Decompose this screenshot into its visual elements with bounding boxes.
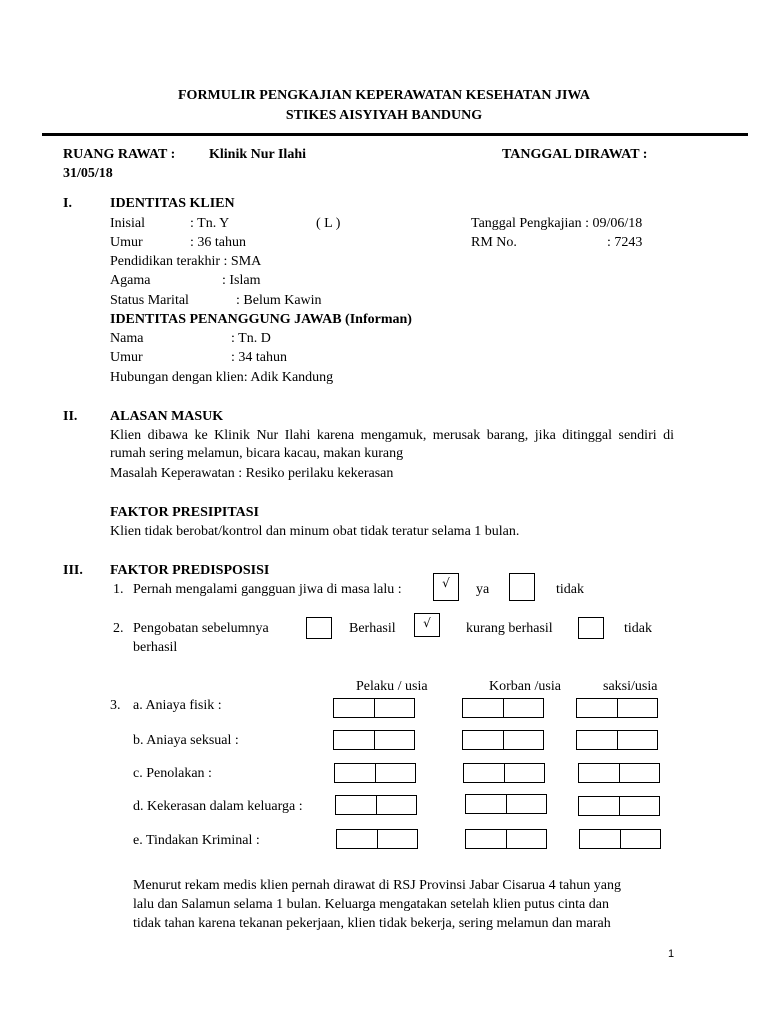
- q3-number: 3.: [110, 698, 121, 713]
- narrative-line-2: lalu dan Salamun selama 1 bulan. Keluarga mengatakan setelah klien putus cinta dan: [133, 897, 609, 912]
- q3b-korban-cell[interactable]: [462, 730, 544, 750]
- inisial-value: : Tn. Y: [190, 216, 230, 231]
- agama-value: : Islam: [222, 273, 261, 288]
- q2-berhasil2-label: berhasil: [133, 640, 178, 655]
- pendidikan: Pendidikan terakhir : SMA: [110, 254, 262, 269]
- q3e-pelaku-cell[interactable]: [336, 829, 418, 849]
- q2-kurang-label: kurang berhasil: [466, 621, 553, 636]
- q2-box-1[interactable]: [306, 617, 332, 639]
- umur-informan-label: Umur: [110, 350, 143, 365]
- header-divider: [42, 133, 748, 136]
- q3e-saksi-cell[interactable]: [579, 829, 661, 849]
- q3c-pelaku-cell[interactable]: [334, 763, 416, 783]
- q1-ya-label: ya: [476, 582, 490, 597]
- umur-informan-value: : 34 tahun: [231, 350, 287, 365]
- q3c-saksi-cell[interactable]: [578, 763, 660, 783]
- rm-label: RM No.: [471, 235, 517, 250]
- nama-label: Nama: [110, 331, 144, 346]
- q3a-korban-cell[interactable]: [462, 698, 544, 718]
- section-1-title: IDENTITAS KLIEN: [110, 196, 235, 211]
- inisial-label: Inisial: [110, 216, 145, 231]
- gender-value: ( L ): [316, 216, 341, 231]
- q3-item-d: d. Kekerasan dalam keluarga :: [133, 799, 303, 814]
- form-title: FORMULIR PENGKAJIAN KEPERAWATAN KESEHATAN JIWA: [178, 88, 590, 103]
- q1-tidak-label: tidak: [556, 582, 584, 597]
- col-saksi: saksi/usia: [603, 679, 658, 694]
- q3d-korban-cell[interactable]: [465, 794, 547, 814]
- q3d-saksi-cell[interactable]: [578, 796, 660, 816]
- hubungan: Hubungan dengan klien: Adik Kandung: [110, 370, 334, 385]
- col-pelaku: Pelaku / usia: [356, 679, 428, 694]
- section-1-number: I.: [63, 196, 72, 211]
- alasan-masuk-body: Klien dibawa ke Klinik Nur Ilahi karena mengamuk, merusak barang, jika ditinggal sendiri di rumah sering melamun, bicara kacau, makan kurang: [110, 428, 674, 461]
- ruang-label: RUANG RAWAT :: [63, 147, 176, 162]
- tanggal-dirawat-value: 31/05/18: [63, 166, 113, 181]
- q3-item-a: a. Aniaya fisik :: [133, 698, 222, 713]
- q2-number: 2.: [113, 621, 124, 636]
- q1-number: 1.: [113, 582, 124, 597]
- section-3-number: III.: [63, 563, 83, 578]
- q3b-saksi-cell[interactable]: [576, 730, 658, 750]
- q3c-korban-cell[interactable]: [463, 763, 545, 783]
- col-korban: Korban /usia: [489, 679, 561, 694]
- penanggung-jawab-title: IDENTITAS PENANGGUNG JAWAB (Informan): [110, 312, 412, 327]
- tanggal-pengkajian: Tanggal Pengkajian : 09/06/18: [471, 216, 643, 231]
- umur-value: : 36 tahun: [190, 235, 246, 250]
- umur-label: Umur: [110, 235, 143, 250]
- agama-label: Agama: [110, 273, 151, 288]
- section-2-title: ALASAN MASUK: [110, 409, 224, 424]
- q1-ya-checkbox[interactable]: √: [433, 573, 459, 601]
- presipitasi-title: FAKTOR PRESIPITASI: [110, 505, 259, 520]
- q3e-korban-cell[interactable]: [465, 829, 547, 849]
- q3d-pelaku-cell[interactable]: [335, 795, 417, 815]
- presipitasi-body: Klien tidak berobat/kontrol dan minum obat tidak teratur selama 1 bulan.: [110, 524, 520, 539]
- q3a-saksi-cell[interactable]: [576, 698, 658, 718]
- page-number: 1: [668, 948, 675, 960]
- status-label: Status Marital: [110, 293, 189, 308]
- narrative-line-1: Menurut rekam medis klien pernah dirawat di RSJ Provinsi Jabar Cisarua 4 tahun yang: [133, 878, 621, 893]
- q3-item-c: c. Penolakan :: [133, 766, 212, 781]
- q2-berhasil-label: Berhasil: [349, 621, 396, 636]
- masalah-keperawatan: Masalah Keperawatan : Resiko perilaku kekerasan: [110, 466, 394, 481]
- q2-kurang-checkbox[interactable]: [578, 617, 604, 639]
- tanggal-dirawat-label: TANGGAL DIRAWAT :: [502, 147, 648, 162]
- q3-item-e: e. Tindakan Kriminal :: [133, 833, 260, 848]
- section-2-number: II.: [63, 409, 78, 424]
- form-subtitle: STIKES AISYIYAH BANDUNG: [285, 108, 483, 123]
- ruang-value: Klinik Nur Ilahi: [209, 147, 307, 162]
- q2-text: Pengobatan sebelumnya: [133, 621, 269, 636]
- nama-value: : Tn. D: [231, 331, 271, 346]
- q2-tidak-label: tidak: [624, 621, 652, 636]
- rm-value: : 7243: [607, 235, 643, 250]
- section-3-title: FAKTOR PREDISPOSISI: [110, 563, 270, 578]
- q1-tidak-checkbox[interactable]: [509, 573, 535, 601]
- q3a-pelaku-cell[interactable]: [333, 698, 415, 718]
- q1-text: Pernah mengalami gangguan jiwa di masa lalu :: [133, 582, 402, 597]
- status-value: : Belum Kawin: [236, 293, 322, 308]
- q3-item-b: b. Aniaya seksual :: [133, 733, 239, 748]
- q3b-pelaku-cell[interactable]: [333, 730, 415, 750]
- q2-berhasil-checkbox[interactable]: √: [414, 613, 440, 637]
- narrative-line-3: tidak tahan karena tekanan pekerjaan, klien tidak bekerja, sering melamun dan marah: [133, 916, 611, 931]
